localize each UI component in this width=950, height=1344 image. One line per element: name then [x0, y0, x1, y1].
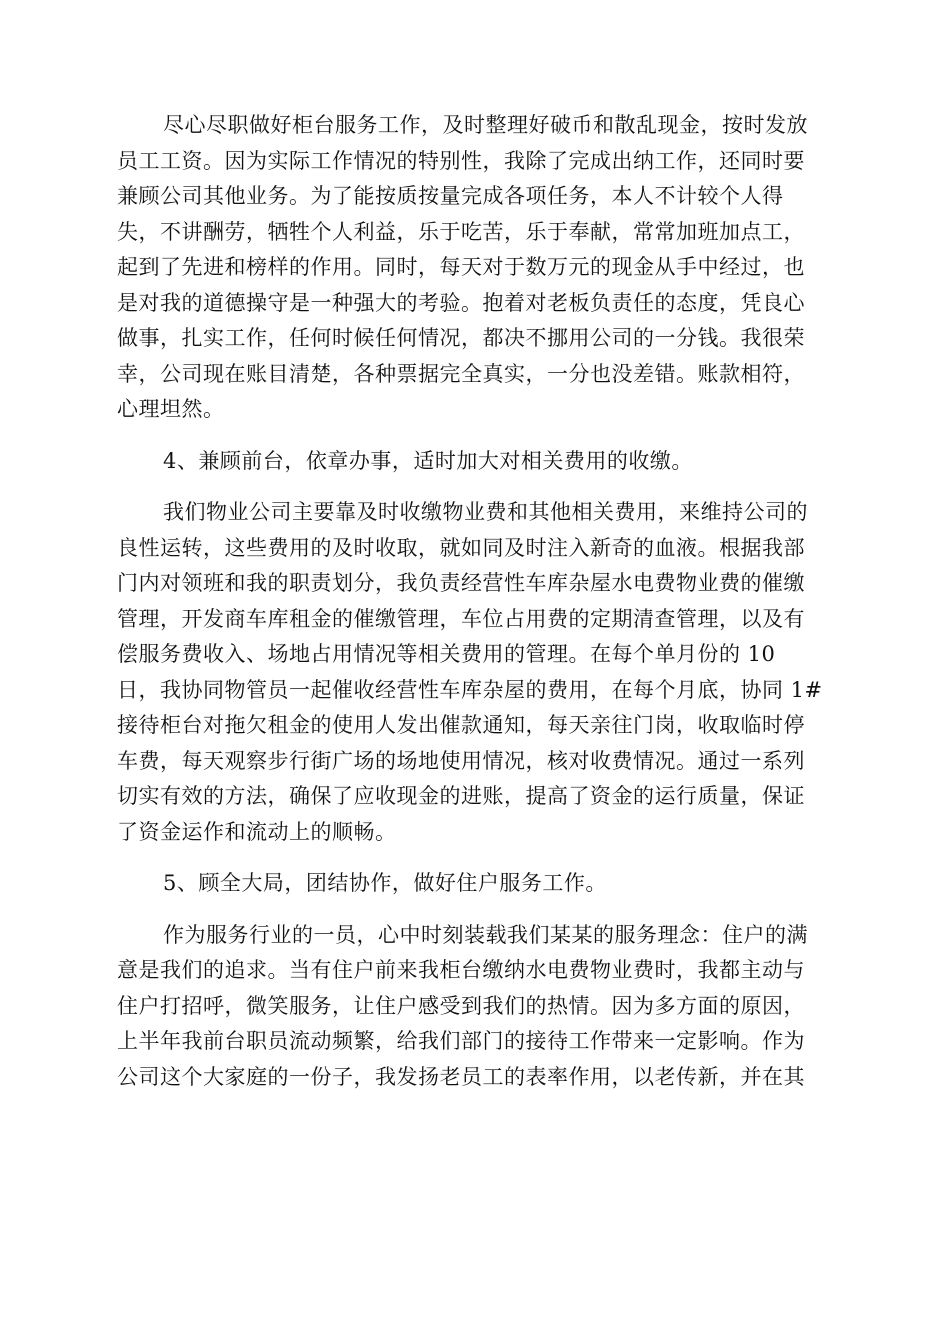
- text-line: 了资金运作和流动上的顺畅。: [117, 819, 397, 844]
- document-body: [117, 108, 835, 1111]
- text-line: 起到了先进和榜样的作用。同时，每天对于数万元的现金从手中经过，也: [117, 255, 805, 279]
- text-line: 心理坦然。: [117, 397, 225, 421]
- text-line: 意是我们的追求。当有住户前来我柜台缴纳水电费物业费时，我都主动与: [117, 958, 805, 982]
- paragraph-counter-service: [117, 108, 835, 428]
- text-line: 是对我的道德操守是一种强大的考验。抱着对老板负责任的态度，凭良心: [117, 290, 805, 315]
- text-line: 作为服务行业的一员，心中时刻装载我们某某的服务理念：住户的满: [163, 922, 808, 947]
- text-line: 接待柜台对拖欠租金的使用人发出催款通知，每天亲往门岗，收取临时停: [117, 713, 805, 737]
- text-line: 偿服务费收入、场地占用情况等相关费用的管理。在每个单月份的 10: [117, 642, 776, 666]
- paragraph-resident-service: [117, 918, 835, 1096]
- text-line: 车费，每天观察步行街广场的场地使用情况，核对收费情况。通过一系列: [117, 748, 805, 773]
- text-line: 切实有效的方法，确保了应收现金的进账，提高了资金的运行质量，保证: [117, 784, 805, 808]
- text-line: 兼顾公司其他业务。为了能按质按量完成各项任务，本人不计较个人得: [117, 184, 784, 208]
- text-line: 良性运转，这些费用的及时收取，就如同及时注入新奇的血液。根据我部: [117, 535, 805, 560]
- text-line: 公司这个大家庭的一份子，我发扬老员工的表率作用，以老传新，并在其: [117, 1064, 805, 1089]
- text-line: 住户打招呼，微笑服务，让住户感受到我们的热情。因为多方面的原因，: [117, 993, 805, 1018]
- text-line: 幸，公司现在账目清楚，各种票据完全真实，一分也没差错。账款相符，: [117, 361, 805, 386]
- text-line: 尽心尽职做好柜台服务工作，及时整理好破币和散乱现金，按时发放: [163, 113, 808, 137]
- paragraph-fee-collection: [117, 495, 835, 850]
- text-line: 门内对领班和我的职责划分，我负责经营性车库杂屋水电费物业费的催缴: [117, 571, 805, 595]
- text-line: 员工工资。因为实际工作情况的特别性，我除了完成出纳工作，还同时要: [117, 148, 805, 173]
- text-line: 上半年我前台职员流动频繁，给我们部门的接待工作带来一定影响。作为: [117, 1029, 805, 1053]
- text-line: 我们物业公司主要靠及时收缴物业费和其他相关费用，来维持公司的: [163, 500, 808, 524]
- text-line: 日，我协同物管员一起催收经营性车库杂屋的费用，在每个月底，协同 1#: [117, 677, 823, 702]
- section-heading-4: 4、兼顾前台，依章办事，适时加大对相关费用的收缴。: [163, 448, 693, 473]
- section-heading-5: 5、顾全大局，团结协作，做好住户服务工作。: [163, 871, 607, 895]
- text-line: 失，不讲酬劳，牺牲个人利益，乐于吃苦，乐于奉献，常常加班加点工，: [117, 219, 805, 244]
- text-line: 管理，开发商车库租金的催缴管理，车位占用费的定期清查管理，以及有: [117, 606, 805, 631]
- text-line: 做事，扎实工作，任何时候任何情况，都决不挪用公司的一分钱。我很荣: [117, 326, 805, 350]
